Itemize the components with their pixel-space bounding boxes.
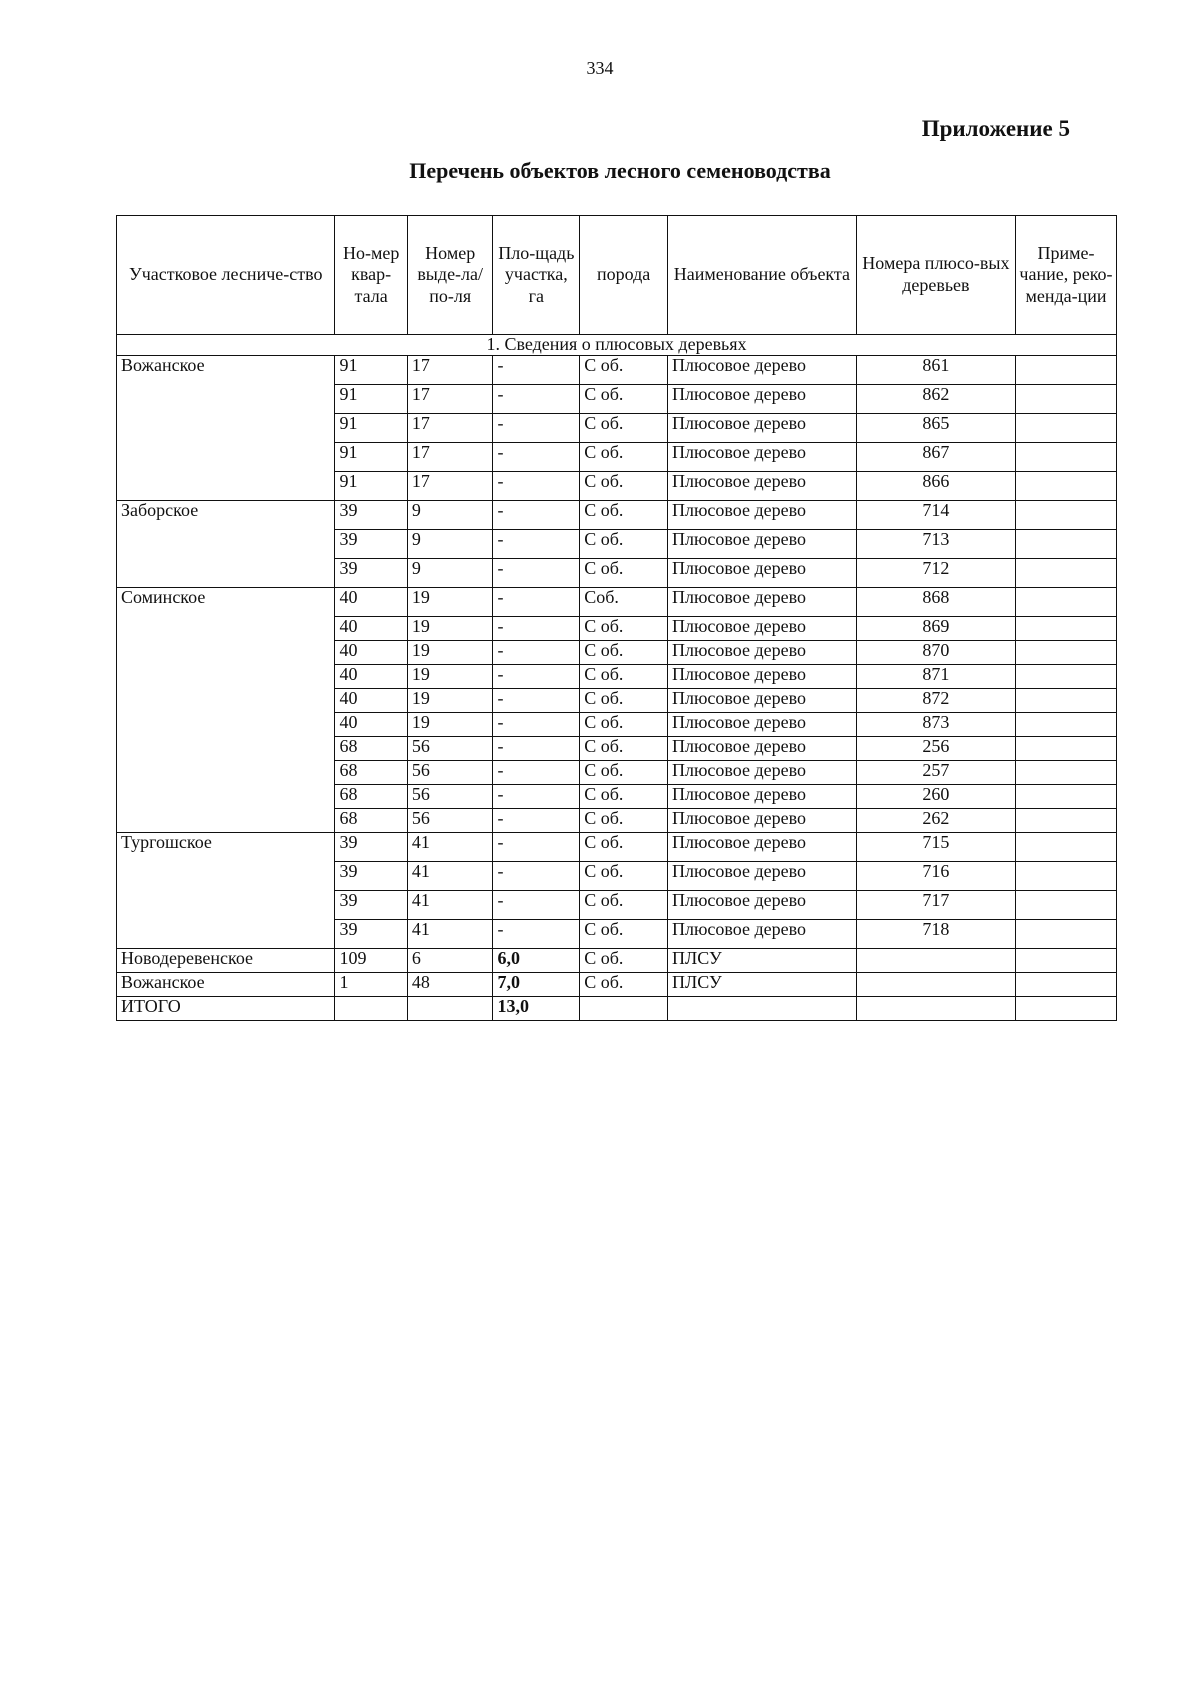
- table-row: [117, 501, 1117, 530]
- tree-number-cell: 715: [856, 833, 1015, 862]
- kvartal-cell: 40: [335, 588, 407, 617]
- empty-cell: [335, 997, 407, 1021]
- forestry-name-cell: Заборское: [117, 501, 335, 588]
- area-cell: -: [493, 833, 580, 862]
- empty-cell: [668, 997, 857, 1021]
- vydel-cell: 19: [407, 665, 493, 689]
- seed-objects-table: [116, 215, 1117, 1021]
- object-name-cell: Плюсовое дерево: [668, 641, 857, 665]
- kvartal-cell: 40: [335, 689, 407, 713]
- kvartal-cell: 39: [335, 501, 407, 530]
- area-cell: -: [493, 472, 580, 501]
- area-cell: -: [493, 617, 580, 641]
- note-cell: [1015, 665, 1116, 689]
- area-cell: -: [493, 501, 580, 530]
- vydel-cell: 17: [407, 356, 493, 385]
- poroda-cell: С об.: [580, 385, 668, 414]
- forestry-name-cell: Тургошское: [117, 833, 335, 949]
- vydel-cell: 56: [407, 809, 493, 833]
- kvartal-cell: 68: [335, 761, 407, 785]
- note-cell: [1015, 559, 1116, 588]
- vydel-cell: 56: [407, 737, 493, 761]
- area-cell: -: [493, 559, 580, 588]
- table-header: [117, 216, 1117, 335]
- poroda-cell: С об.: [580, 414, 668, 443]
- tree-number-cell: [856, 973, 1015, 997]
- table-row: [117, 833, 1117, 862]
- tree-number-cell: 869: [856, 617, 1015, 641]
- kvartal-cell: 39: [335, 559, 407, 588]
- object-name-cell: Плюсовое дерево: [668, 443, 857, 472]
- note-cell: [1015, 737, 1116, 761]
- tree-number-cell: 865: [856, 414, 1015, 443]
- object-name-cell: Плюсовое дерево: [668, 385, 857, 414]
- tree-number-cell: 257: [856, 761, 1015, 785]
- poroda-cell: С об.: [580, 443, 668, 472]
- poroda-cell: Соб.: [580, 588, 668, 617]
- vydel-cell: 17: [407, 414, 493, 443]
- page-number: 334: [586, 58, 614, 78]
- tree-number-cell: 262: [856, 809, 1015, 833]
- kvartal-cell: 40: [335, 713, 407, 737]
- table-row: [117, 588, 1117, 617]
- poroda-cell: С об.: [580, 501, 668, 530]
- tree-number-cell: 862: [856, 385, 1015, 414]
- vydel-cell: 19: [407, 617, 493, 641]
- note-cell: [1015, 689, 1116, 713]
- note-cell: [1015, 443, 1116, 472]
- area-cell: -: [493, 665, 580, 689]
- area-cell: -: [493, 920, 580, 949]
- vydel-cell: 48: [407, 973, 493, 997]
- note-cell: [1015, 501, 1116, 530]
- area-cell: -: [493, 737, 580, 761]
- kvartal-cell: 40: [335, 665, 407, 689]
- poroda-cell: С об.: [580, 559, 668, 588]
- poroda-cell: С об.: [580, 737, 668, 761]
- note-cell: [1015, 973, 1116, 997]
- area-cell: -: [493, 530, 580, 559]
- section-heading: 1. Сведения о плюсовых деревьях: [117, 335, 1117, 356]
- kvartal-cell: 68: [335, 737, 407, 761]
- poroda-cell: С об.: [580, 689, 668, 713]
- note-cell: [1015, 472, 1116, 501]
- tree-number-cell: 260: [856, 785, 1015, 809]
- tree-number-cell: 871: [856, 665, 1015, 689]
- area-cell: 6,0: [493, 949, 580, 973]
- total-area-cell: 13,0: [493, 997, 580, 1021]
- tree-number-cell: 870: [856, 641, 1015, 665]
- tree-number-cell: 873: [856, 713, 1015, 737]
- table-row: [117, 973, 1117, 997]
- poroda-cell: С об.: [580, 809, 668, 833]
- poroda-cell: С об.: [580, 617, 668, 641]
- object-name-cell: Плюсовое дерево: [668, 356, 857, 385]
- poroda-cell: С об.: [580, 920, 668, 949]
- note-cell: [1015, 891, 1116, 920]
- vydel-cell: 9: [407, 501, 493, 530]
- note-cell: [1015, 530, 1116, 559]
- object-name-cell: Плюсовое дерево: [668, 689, 857, 713]
- table-row: [117, 949, 1117, 973]
- col-header-poroda: порода: [580, 216, 668, 335]
- area-cell: 7,0: [493, 973, 580, 997]
- note-cell: [1015, 761, 1116, 785]
- kvartal-cell: 39: [335, 833, 407, 862]
- vydel-cell: 6: [407, 949, 493, 973]
- tree-number-cell: 866: [856, 472, 1015, 501]
- object-name-cell: Плюсовое дерево: [668, 530, 857, 559]
- kvartal-cell: 1: [335, 973, 407, 997]
- poroda-cell: С об.: [580, 833, 668, 862]
- area-cell: -: [493, 785, 580, 809]
- area-cell: -: [493, 862, 580, 891]
- col-header-vydel: Номер выде-ла/ по-ля: [407, 216, 493, 335]
- col-header-forestry: Участковое лесниче-ство: [117, 216, 335, 335]
- note-cell: [1015, 862, 1116, 891]
- col-header-area: Пло-щадь участка, га: [493, 216, 580, 335]
- area-cell: -: [493, 356, 580, 385]
- poroda-cell: С об.: [580, 530, 668, 559]
- vydel-cell: 41: [407, 833, 493, 862]
- area-cell: -: [493, 891, 580, 920]
- object-name-cell: Плюсовое дерево: [668, 761, 857, 785]
- empty-cell: [1015, 997, 1116, 1021]
- area-cell: -: [493, 809, 580, 833]
- empty-cell: [580, 997, 668, 1021]
- area-cell: -: [493, 761, 580, 785]
- object-name-cell: Плюсовое дерево: [668, 713, 857, 737]
- area-cell: -: [493, 689, 580, 713]
- kvartal-cell: 39: [335, 530, 407, 559]
- object-name-cell: Плюсовое дерево: [668, 833, 857, 862]
- poroda-cell: С об.: [580, 356, 668, 385]
- col-header-notes: Приме-чание, реко-менда-ции: [1015, 216, 1116, 335]
- document-title: Перечень объектов лесного семеноводства: [409, 158, 831, 183]
- kvartal-cell: 39: [335, 920, 407, 949]
- note-cell: [1015, 713, 1116, 737]
- kvartal-cell: 68: [335, 785, 407, 809]
- object-name-cell: Плюсовое дерево: [668, 809, 857, 833]
- vydel-cell: 41: [407, 920, 493, 949]
- object-name-cell: Плюсовое дерево: [668, 737, 857, 761]
- object-name-cell: Плюсовое дерево: [668, 414, 857, 443]
- tree-number-cell: 714: [856, 501, 1015, 530]
- note-cell: [1015, 833, 1116, 862]
- note-cell: [1015, 809, 1116, 833]
- forestry-name-cell: Вожанское: [117, 973, 335, 997]
- note-cell: [1015, 617, 1116, 641]
- area-cell: -: [493, 588, 580, 617]
- area-cell: -: [493, 641, 580, 665]
- forestry-name-cell: Вожанское: [117, 356, 335, 501]
- empty-cell: [407, 997, 493, 1021]
- vydel-cell: 17: [407, 443, 493, 472]
- area-cell: -: [493, 414, 580, 443]
- object-name-cell: Плюсовое дерево: [668, 559, 857, 588]
- vydel-cell: 9: [407, 530, 493, 559]
- kvartal-cell: 91: [335, 356, 407, 385]
- total-label-cell: ИТОГО: [117, 997, 335, 1021]
- vydel-cell: 19: [407, 588, 493, 617]
- area-cell: -: [493, 713, 580, 737]
- object-name-cell: Плюсовое дерево: [668, 891, 857, 920]
- tree-number-cell: 872: [856, 689, 1015, 713]
- poroda-cell: С об.: [580, 973, 668, 997]
- note-cell: [1015, 356, 1116, 385]
- vydel-cell: 19: [407, 641, 493, 665]
- vydel-cell: 56: [407, 785, 493, 809]
- object-name-cell: ПЛСУ: [668, 973, 857, 997]
- note-cell: [1015, 414, 1116, 443]
- poroda-cell: С об.: [580, 713, 668, 737]
- appendix-label: Приложение 5: [921, 116, 1070, 141]
- note-cell: [1015, 588, 1116, 617]
- vydel-cell: 19: [407, 713, 493, 737]
- tree-number-cell: [856, 949, 1015, 973]
- tree-number-cell: 861: [856, 356, 1015, 385]
- tree-number-cell: 716: [856, 862, 1015, 891]
- tree-number-cell: 712: [856, 559, 1015, 588]
- col-header-object-name: Наименование объекта: [668, 216, 857, 335]
- kvartal-cell: 91: [335, 385, 407, 414]
- vydel-cell: 19: [407, 689, 493, 713]
- note-cell: [1015, 785, 1116, 809]
- object-name-cell: Плюсовое дерево: [668, 472, 857, 501]
- vydel-cell: 9: [407, 559, 493, 588]
- note-cell: [1015, 949, 1116, 973]
- object-name-cell: Плюсовое дерево: [668, 862, 857, 891]
- object-name-cell: Плюсовое дерево: [668, 501, 857, 530]
- object-name-cell: Плюсовое дерево: [668, 617, 857, 641]
- tree-number-cell: 713: [856, 530, 1015, 559]
- kvartal-cell: 91: [335, 472, 407, 501]
- note-cell: [1015, 641, 1116, 665]
- poroda-cell: С об.: [580, 949, 668, 973]
- object-name-cell: Плюсовое дерево: [668, 785, 857, 809]
- kvartal-cell: 91: [335, 414, 407, 443]
- poroda-cell: С об.: [580, 862, 668, 891]
- kvartal-cell: 91: [335, 443, 407, 472]
- kvartal-cell: 109: [335, 949, 407, 973]
- poroda-cell: С об.: [580, 472, 668, 501]
- tree-number-cell: 256: [856, 737, 1015, 761]
- forestry-name-cell: Соминское: [117, 588, 335, 833]
- area-cell: -: [493, 385, 580, 414]
- vydel-cell: 56: [407, 761, 493, 785]
- tree-number-cell: 718: [856, 920, 1015, 949]
- col-header-tree-numbers: Номера плюсо-вых деревьев: [856, 216, 1015, 335]
- kvartal-cell: 39: [335, 891, 407, 920]
- table-body: [117, 335, 1117, 1021]
- object-name-cell: Плюсовое дерево: [668, 588, 857, 617]
- tree-number-cell: 717: [856, 891, 1015, 920]
- object-name-cell: Плюсовое дерево: [668, 665, 857, 689]
- note-cell: [1015, 385, 1116, 414]
- vydel-cell: 17: [407, 385, 493, 414]
- forestry-name-cell: Новодеревенское: [117, 949, 335, 973]
- total-row: [117, 997, 1117, 1021]
- kvartal-cell: 40: [335, 641, 407, 665]
- poroda-cell: С об.: [580, 785, 668, 809]
- empty-cell: [856, 997, 1015, 1021]
- poroda-cell: С об.: [580, 891, 668, 920]
- col-header-kvartal: Но-мер квар-тала: [335, 216, 407, 335]
- poroda-cell: С об.: [580, 641, 668, 665]
- kvartal-cell: 40: [335, 617, 407, 641]
- poroda-cell: С об.: [580, 665, 668, 689]
- vydel-cell: 17: [407, 472, 493, 501]
- kvartal-cell: 68: [335, 809, 407, 833]
- kvartal-cell: 39: [335, 862, 407, 891]
- tree-number-cell: 867: [856, 443, 1015, 472]
- area-cell: -: [493, 443, 580, 472]
- object-name-cell: Плюсовое дерево: [668, 920, 857, 949]
- vydel-cell: 41: [407, 862, 493, 891]
- tree-number-cell: 868: [856, 588, 1015, 617]
- table-row: [117, 356, 1117, 385]
- vydel-cell: 41: [407, 891, 493, 920]
- poroda-cell: С об.: [580, 761, 668, 785]
- object-name-cell: ПЛСУ: [668, 949, 857, 973]
- note-cell: [1015, 920, 1116, 949]
